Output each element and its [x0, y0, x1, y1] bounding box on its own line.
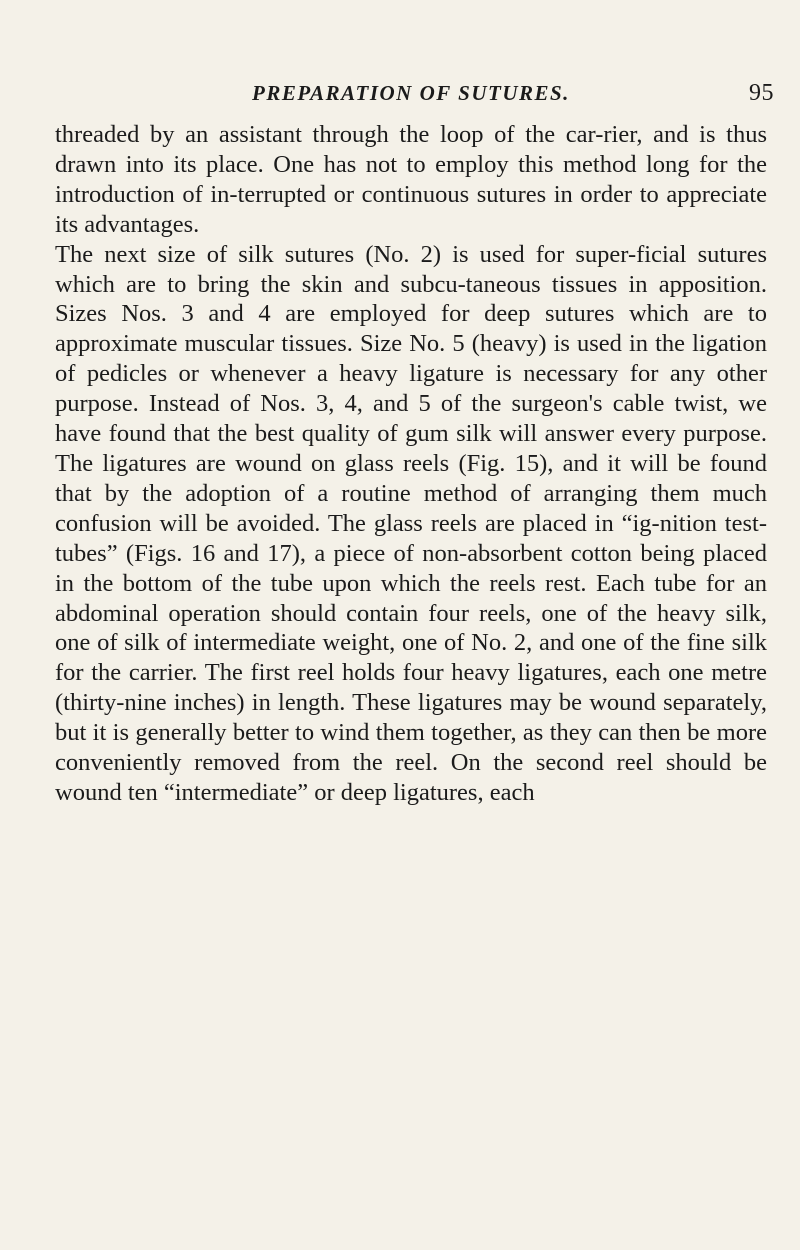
page-number: 95 [749, 80, 774, 106]
running-head [40, 78, 782, 112]
body-text [55, 120, 767, 808]
paragraph-continuation: threaded by an assistant through the loop of the car-rier, and is thus drawn into its place. One has not to employ this method long for the introduction of in-terrupted or continuous sutures in order to appreciate its advantages. [55, 121, 767, 238]
paragraph-silk-sutures: The next size of silk sutures (No. 2) is used for super-ficial sutures which are to bring the skin and subcu-taneous tissues in apposition. Sizes Nos. 3 and 4 are employed for deep sutures which are to approximate muscular tissues. Size No. 5 (heavy) is used in the ligation of pedicles or whenever a heavy ligature is necessary for any other purpose. Instead of Nos. 3, 4, and 5 of the surgeon's cable twist, we have found that the best quality of gum silk will answer every purpose. The ligatures are wound on glass reels (Fig. 15), and it will be found that by the adoption of a routine method of arranging them much confusion will be avoided. The glass reels are placed in “ig-nition test-tubes” (Figs. 16 and 17), a piece of non-absorbent cotton being placed in the bottom of the tube upon which the reels rest. Each tube for an abdominal operation should contain four reels, one of the heavy silk, one of silk of intermediate weight, one of No. 2, and one of the fine silk for the carrier. The first reel holds four heavy ligatures, each one metre (thirty-nine inches) in length. These ligatures may be wound separately, but it is generally better to wind them together, as they can then be more conveniently removed from the reel. On the second reel should be wound ten “intermediate” or deep ligatures, each [55, 240, 767, 806]
running-title: PREPARATION OF SUTURES. [252, 81, 570, 105]
